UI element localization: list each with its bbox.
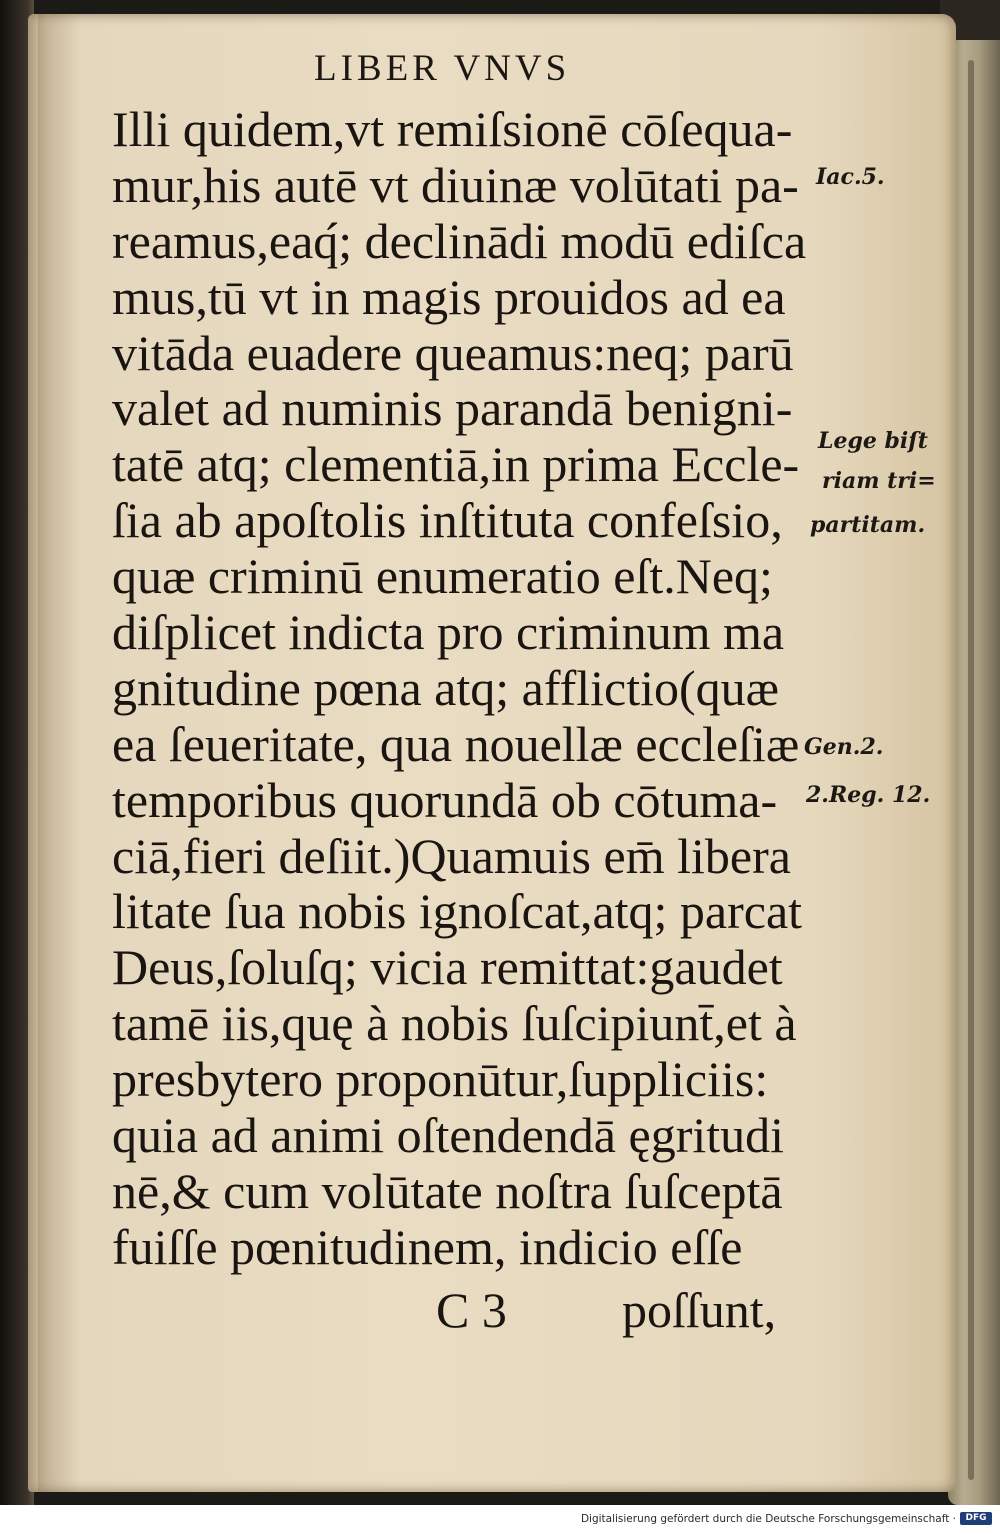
text-line: litate ſua nobis ignoſcat,atq; parcat	[112, 883, 803, 940]
marginal-note: Lege biſt	[818, 428, 928, 454]
catchword: poſſunt,	[622, 1282, 777, 1338]
text-line: ciā,fieri deſiit.)Quamuis em̄ libera	[112, 827, 791, 884]
gutter-shadow	[38, 14, 78, 1492]
signature-mark: C 3	[436, 1282, 507, 1338]
cover-fold	[968, 60, 974, 1480]
text-line: fuiſſe pœnitudinem, indicio eſſe	[112, 1218, 743, 1275]
dfg-logo: DFG	[960, 1512, 992, 1525]
text-line: vitāda euadere queamus:neq; parū	[112, 324, 794, 381]
marginal-note: Iac.5.	[816, 164, 885, 190]
text-line: ea ſeueritate, qua nouellæ eccleſiæ	[112, 715, 800, 772]
marginal-note: Gen.2.	[804, 734, 884, 760]
text-line: presbytero proponūtur,ſuppliciis:	[112, 1051, 769, 1108]
text-line: tatē atq; clementiā,in prima Eccle-	[112, 436, 800, 493]
text-line: Illi quidem,vt remiſsionē cōſequa-	[112, 101, 793, 157]
text-line: Deus,ſoluſq; vicia remittat:gaudet	[112, 939, 783, 996]
funding-credit: Digitalisierung gefördert durch die Deutsche Forschungsgemeinschaft ·	[580, 1513, 956, 1525]
text-line: mus,tū vt in magis prouidos ad ea	[112, 268, 786, 325]
text-line: tamē iis,quę à nobis ſuſcipiunt̄,et à	[112, 995, 797, 1052]
text-line: nē,& cum volūtate noſtra ſuſceptā	[112, 1162, 783, 1219]
text-line: reamus,eaq́; declinādi modū ediſca	[112, 212, 807, 269]
text-line: temporibus quorundā ob cōtuma-	[112, 771, 778, 828]
text-line: quæ criminū enumeratio eſt.Neq;	[112, 548, 773, 605]
marginal-note: 2.Reg. 12.	[806, 782, 931, 808]
body-text	[112, 102, 812, 1276]
text-line: ſia ab apoſtolis inſtituta confeſsio,	[112, 492, 783, 549]
running-head: LIBER VNVS	[314, 48, 571, 89]
text-line: diſplicet indicta pro criminum ma	[112, 604, 785, 661]
text-line: mur,his autē vt diuinæ volūtati pa-	[112, 156, 799, 213]
marginal-note: riam tri=	[822, 468, 936, 494]
text-line: gnitudine pœna atq; afflictio(quæ	[112, 659, 779, 716]
text-line: valet ad numinis parandā benigni-	[112, 380, 793, 437]
text-line: quia ad animi oſtendendā ęgritudi	[112, 1107, 785, 1164]
digitization-footer	[0, 1505, 1000, 1534]
marginal-note: partitam.	[810, 512, 926, 538]
